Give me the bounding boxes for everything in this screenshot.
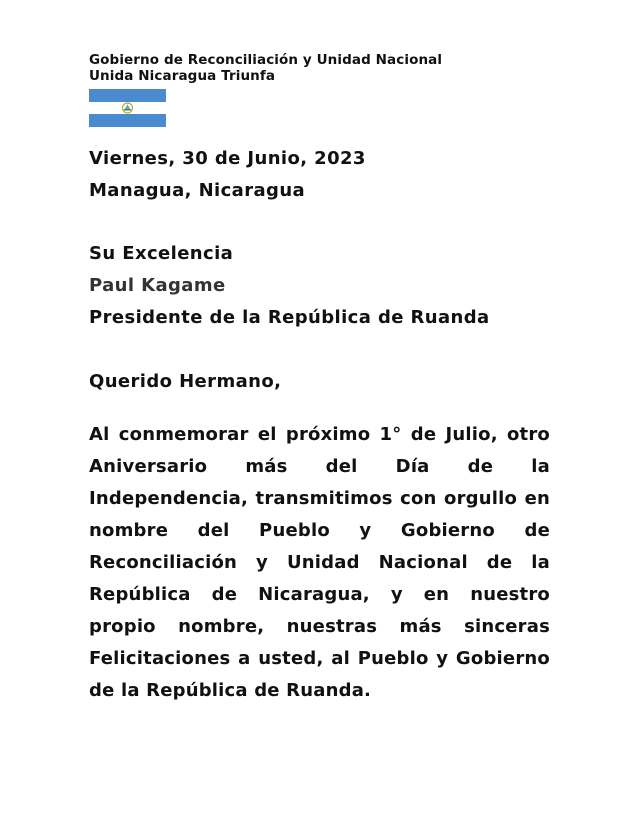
recipient-name: Paul Kagame xyxy=(89,275,226,296)
salutation: Querido Hermano, xyxy=(89,371,282,392)
nicaragua-flag-icon xyxy=(89,89,166,127)
letter-body: Al conmemorar el próximo 1° de Julio, otro Aniversario más del Día de la Independencia, transmitimos con orgullo en nombre del Pueblo y Gobierno de Reconciliación y Unidad Nacional de la República de Nicaragua, y en nuestro propio nombre, nuestras más sinceras Felicitaciones a usted, al Pueblo y Gobierno de la República de Ruanda. xyxy=(89,424,550,701)
letter-place: Managua, Nicaragua xyxy=(89,180,306,201)
recipient-title: Su Excelencia xyxy=(89,243,234,264)
letterhead-government-name: Gobierno de Reconciliación y Unidad Nacional xyxy=(89,52,443,68)
letterhead-motto: Unida Nicaragua Triunfa xyxy=(89,68,276,84)
recipient-role: Presidente de la República de Ruanda xyxy=(89,307,490,328)
letter-date: Viernes, 30 de Junio, 2023 xyxy=(89,148,366,169)
letterhead xyxy=(89,52,442,84)
